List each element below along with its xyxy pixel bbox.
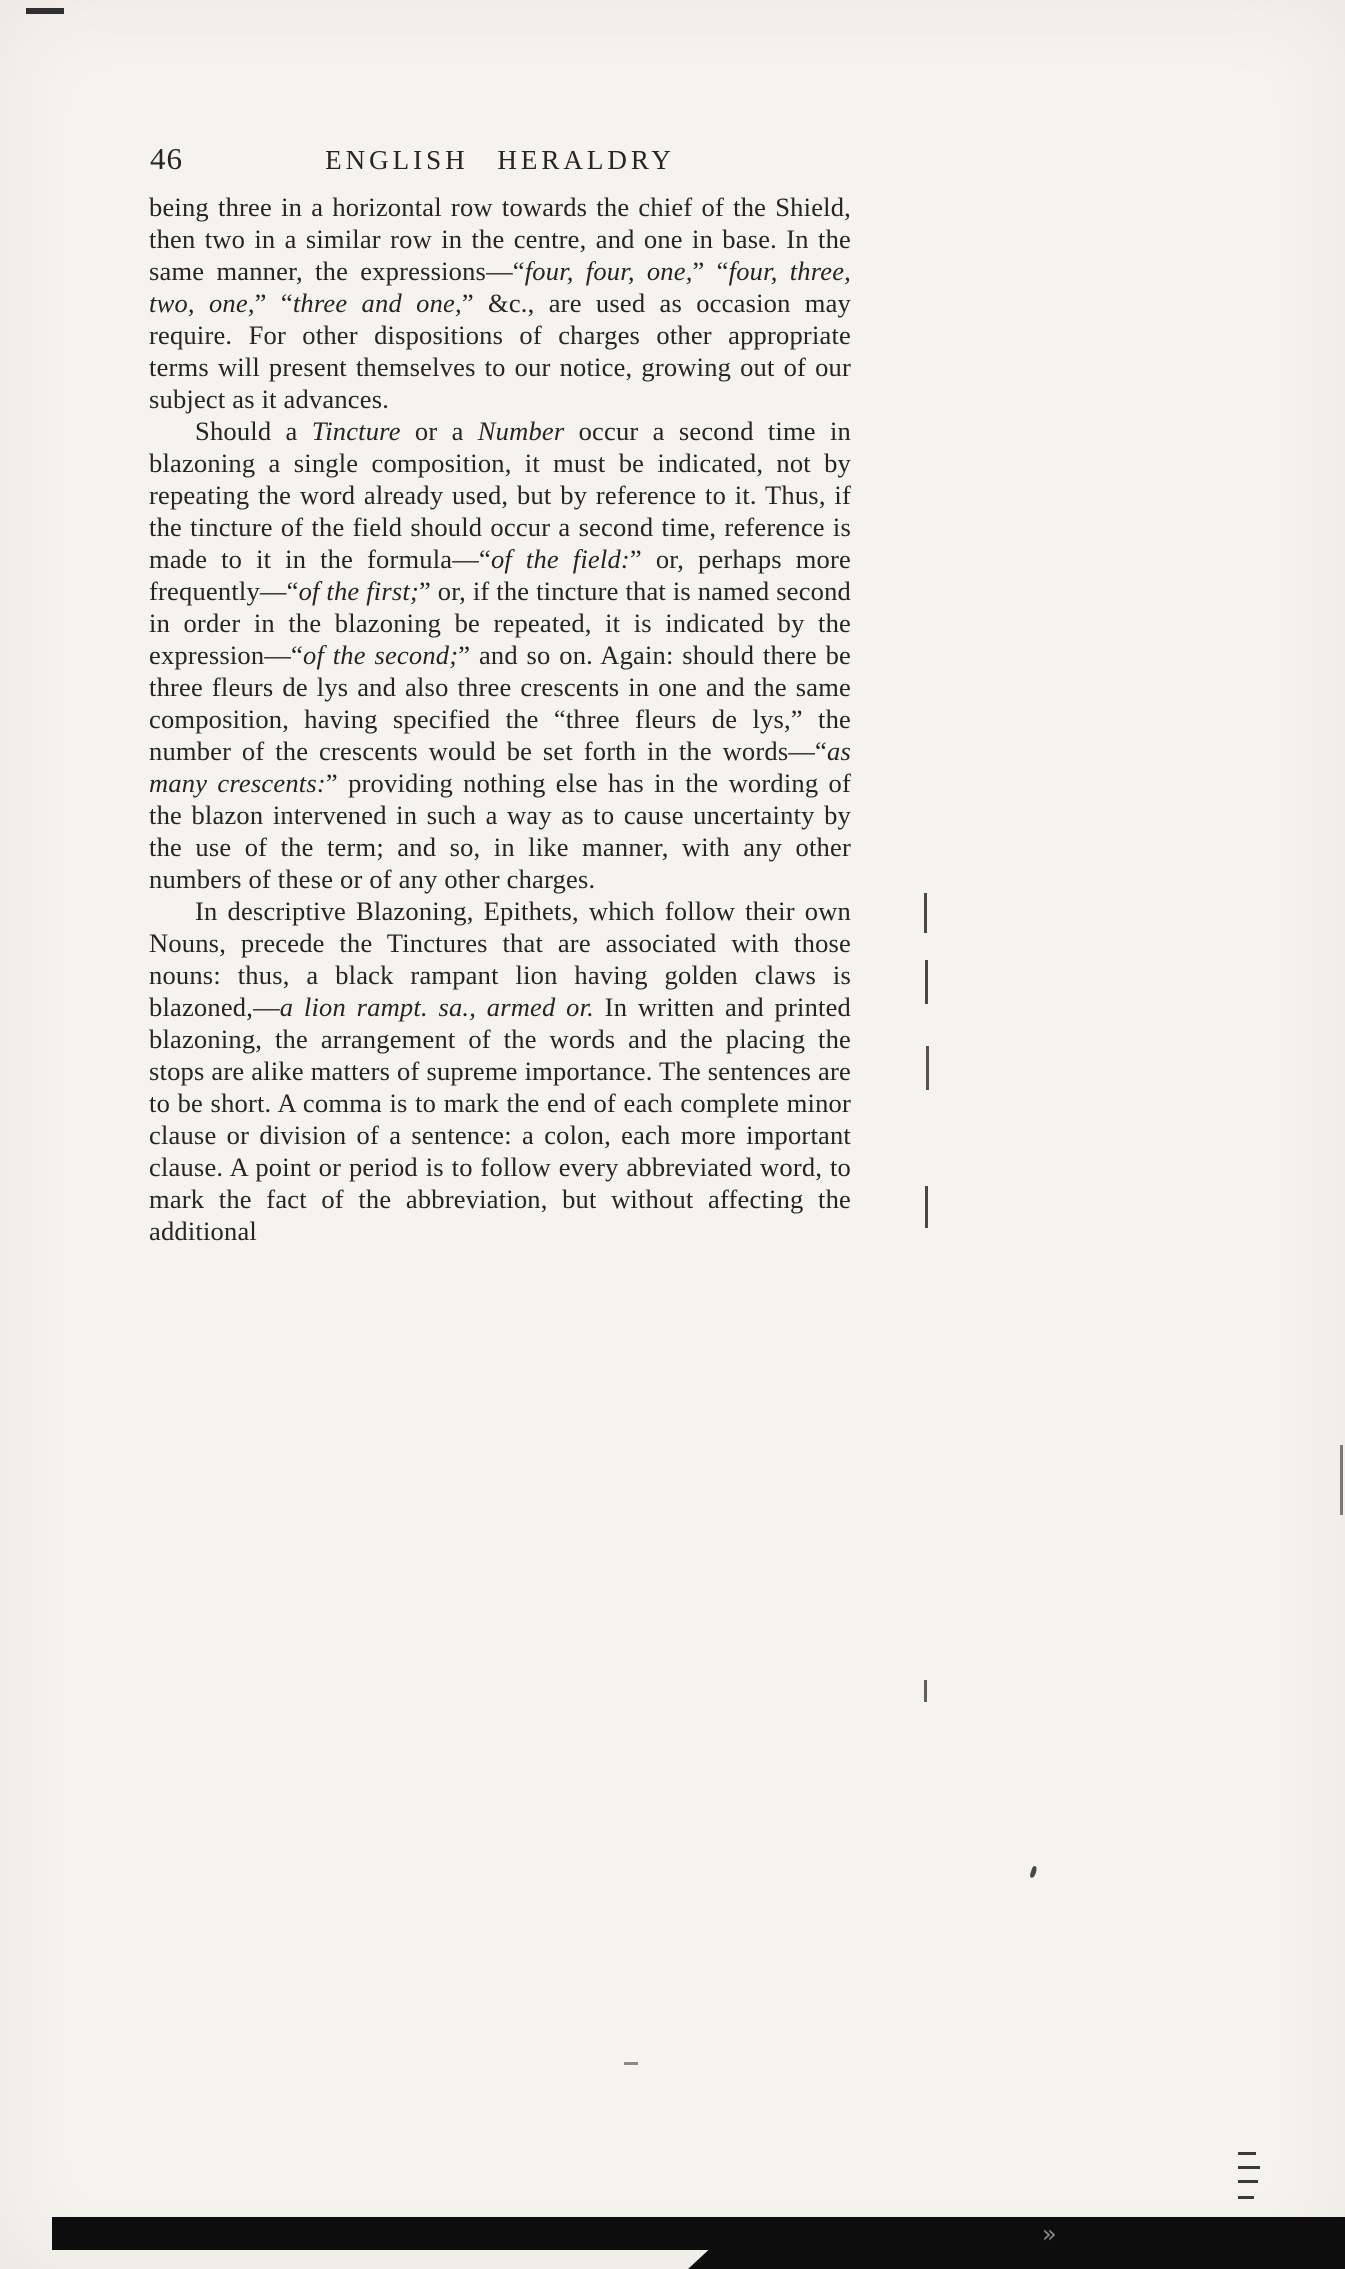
scan-artifact-dash-mark — [624, 2062, 638, 2065]
paragraph — [149, 895, 851, 1247]
text-run: ” or, perhaps more frequently—“ — [149, 544, 851, 606]
text-run: ” and so on. Again: should there be three fleurs de lys and also three crescents in one and the same composition, having specified the “three fleurs de lys,” the number of the crescents would be set forth in the words—“ — [149, 640, 851, 766]
page-number: 46 — [150, 141, 183, 176]
scan-artifact-chevron: » — [1042, 2220, 1057, 2248]
scan-artifact-stripe — [1238, 2196, 1254, 2199]
text-run: ” or, if the tincture that is named second in order in the blazoning be repeated, it is indicated by the expression—“ — [149, 576, 852, 670]
italic-run: three and one, — [292, 288, 462, 318]
text-run: ” “ — [692, 256, 729, 286]
scan-artifact-margin-tick — [925, 1186, 928, 1228]
italic-run: Tincture — [311, 416, 401, 446]
italic-run: four, three, two, one, — [149, 256, 851, 318]
italic-run: of the field: — [490, 544, 630, 574]
scan-artifact-comma-mark — [1029, 1866, 1037, 1879]
scan-artifact-bottom-bar-extension — [688, 2243, 1345, 2269]
italic-run: as many crescents: — [149, 736, 851, 798]
text-block — [149, 191, 851, 1247]
scan-artifact-stripe — [1238, 2180, 1258, 2183]
italic-run: of the first; — [298, 576, 419, 606]
scan-artifact-stripe — [1238, 2166, 1260, 2169]
text-run: In written and printed blazoning, the arrangement of the words and the placing the stops are alike matters of supreme importance. The sentences are to be short. A comma is to mark the end of each complete minor clause or division of a sentence: a colon, each more important clause. A point or period is to follow every abbreviated word, to mark the fact of the abbreviation, but without affecting the additional — [149, 992, 851, 1246]
italic-run: Number — [477, 416, 565, 446]
scan-artifact-margin-tick — [924, 893, 927, 933]
italic-run: a lion rampt. sa., armed or. — [279, 992, 594, 1022]
text-run: occur a second time in blazoning a single composition, it must be indicated, not by repeating the word already used, but by reference to it. Thus, if the tincture of the field should occur a second time, reference is made to it in the formula—“ — [149, 416, 852, 574]
scan-artifact-top-left-mark — [26, 8, 64, 14]
text-run: being three in a horizontal row towards the chief of the Shield, then two in a similar row in the centre, and one in base. In the same manner, the expressions—“ — [149, 192, 851, 286]
italic-run: four, four, one, — [524, 256, 693, 286]
scan-artifact-stripe — [1238, 2152, 1256, 2155]
text-run: ” providing nothing else has in the wording of the blazon intervened in such a way as to cause uncertainty by the use of the term; and so, in like manner, with any other numbers of these or of any other charges. — [149, 768, 851, 894]
running-head: ENGLISH HERALDRY — [325, 145, 675, 175]
text-run: Should a — [195, 416, 312, 446]
italic-run: of the second; — [303, 640, 459, 670]
paragraph — [149, 415, 851, 895]
text-run: or a — [400, 416, 478, 446]
scan-artifact-edge-tick — [1340, 1445, 1343, 1515]
text-run: ” “ — [254, 288, 293, 318]
text-run: ” &c., are used as occasion may require. For other dispositions of charges other appropriate terms will present themselves to our notice, growing out of our subject as it advances. — [149, 288, 852, 414]
scan-artifact-margin-tick — [925, 960, 928, 1004]
scan-artifact-margin-tick — [924, 1680, 927, 1702]
scan-artifact-margin-tick — [926, 1046, 929, 1090]
text-run: In descriptive Blazoning, Epithets, which follow their own Nouns, precede the Tinctures that are associated with those nouns: thus, a black rampant lion having golden claws is blazoned,— — [149, 896, 851, 1022]
paragraph — [149, 191, 851, 415]
